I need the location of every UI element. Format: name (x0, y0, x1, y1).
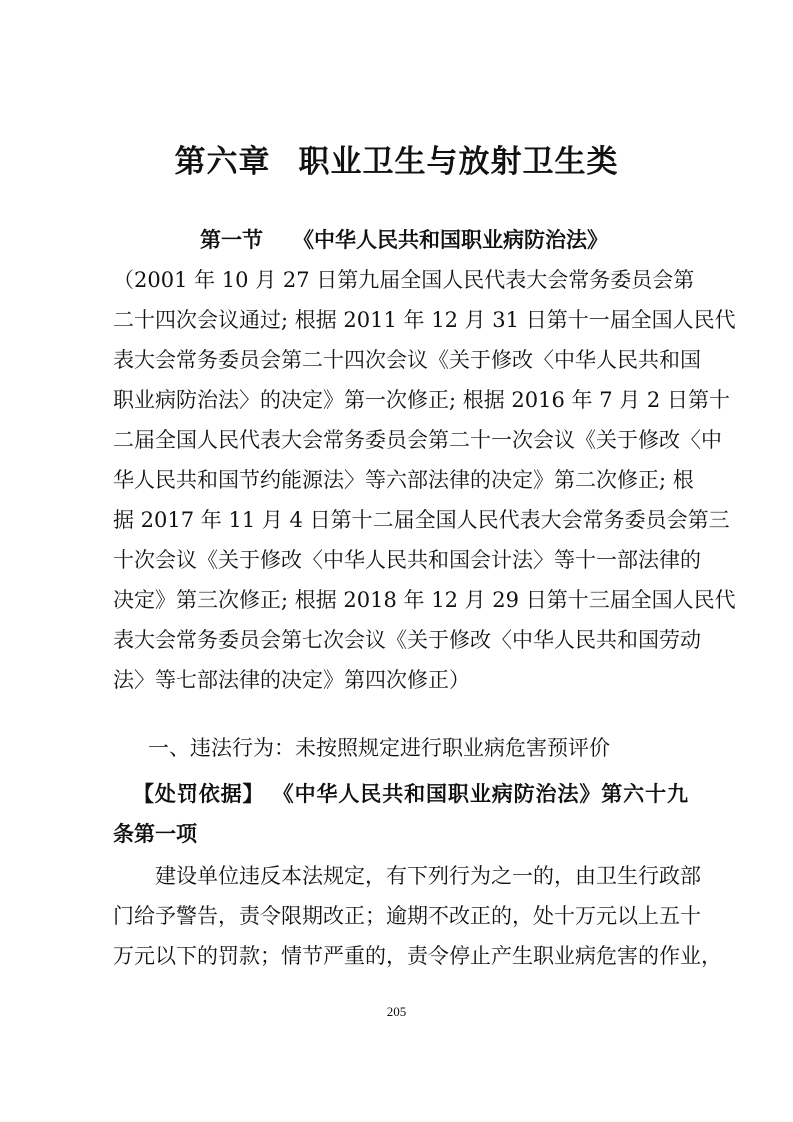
preface-line: 表大会常务委员会第二十四次会议《关于修改〈中华人民共和国 (113, 348, 701, 372)
preface-line: 据 2017 年 11 月 4 日第十二届全国人民代表大会常务委员会第三 (113, 508, 730, 532)
body-line: 门给予警告，责令限期改正；逾期不改正的，处十万元以上五十 (113, 904, 701, 928)
section-label: 第一节 (200, 228, 263, 252)
preface-line: 华人民共和国节约能源法〉等六部法律的决定》第二次修正; 根 (113, 468, 694, 492)
preface-line: 职业病防治法〉的决定》第一次修正; 根据 2016 年 7 月 2 日第十 (113, 388, 730, 412)
preface-line: 表大会常务委员会第七次会议《关于修改〈中华人民共和国劳动 (113, 628, 701, 652)
preface-line: 十次会议《关于修改〈中华人民共和国会计法〉等十一部法律的 (113, 548, 701, 572)
basis-line: 条第一项 (113, 822, 197, 846)
chapter-name: 职业卫生与放射卫生类 (298, 144, 619, 180)
body-line: 万元以下的罚款；情节严重的，责令停止产生职业病危害的作业， (113, 944, 722, 968)
preface-line: 法〉等七部法律的决定》第四次修正） (113, 668, 470, 692)
page-number: 205 (386, 1004, 407, 1019)
chapter-number: 第六章 (174, 144, 271, 180)
body-line: 建设单位违反本法规定，有下列行为之一的，由卫生行政部 (113, 864, 701, 888)
body-paragraph (113, 856, 722, 976)
preface-line: （2001 年 10 月 27 日第九届全国人民代表大会常务委员会第 (113, 268, 695, 292)
basis-line: 【处罚依据】 《中华人民共和国职业病防治法》第六十九 (133, 782, 688, 806)
preface-line: 二届全国人民代表大会常务委员会第二十一次会议《关于修改〈中 (113, 428, 722, 452)
penalty-basis (113, 774, 688, 854)
section-law-name: 《中华人民共和国职业病防治法》 (293, 228, 608, 252)
preface-line: 二十四次会议通过; 根据 2011 年 12 月 31 日第十一届全国人民代 (113, 308, 736, 332)
chapter-title (0, 136, 793, 181)
item-one-heading: 一、违法行为：未按照规定进行职业病危害预评价 (148, 736, 610, 760)
preface-paragraph (113, 260, 736, 700)
preface-line: 决定》第三次修正; 根据 2018 年 12 月 29 日第十三届全国人民代 (113, 588, 736, 612)
section-title (200, 224, 608, 254)
